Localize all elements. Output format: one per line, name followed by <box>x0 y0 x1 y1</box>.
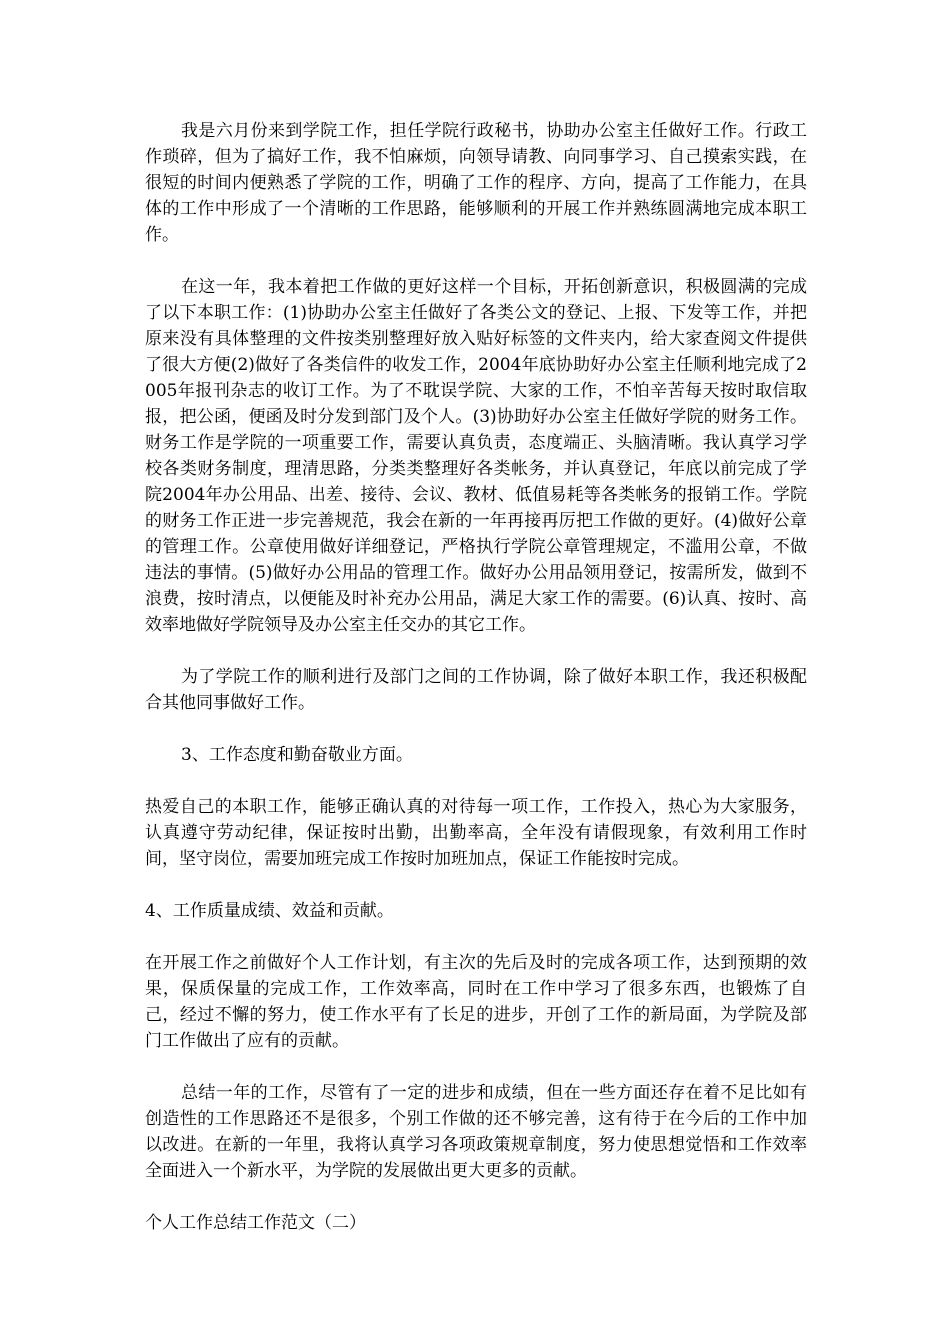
paragraph-duties: 在这一年，我本着把工作做的更好这样一个目标，开拓创新意识，积极圆满的完成了以下本职工作：(1)协助办公室主任做好了各类公文的登记、上报、下发等工作，并把原来没有具体整理的文件按类别整理好放入贴好标签的文件夹内，给大家查阅文件提供了很大方便(2)做好了各类信件的收发工作，2004年底协助好办公室主任顺利地完成了2005年报刊杂志的收订工作。为了不耽误学院、大家的工作，不怕辛苦每天按时取信取报，把公函，便函及时分发到部门及个人。(3)协助好办公室主任做好学院的财务工作。财务工作是学院的一项重要工作，需要认真负责，态度端正、头脑清晰。我认真学习学校各类财务制度，理清思路，分类类整理好各类帐务，并认真登记，年底以前完成了学院2004年办公用品、出差、接待、会议、教材、低值易耗等各类帐务的报销工作。学院的财务工作正进一步完善规范，我会在新的一年再接再厉把工作做的更好。(4)做好公章的管理工作。公章使用做好详细登记，严格执行学院公章管理规定，不滥用公章，不做违法的事情。(5)做好办公用品的管理工作。做好办公用品领用登记，按需所发，做到不浪费，按时清点，以便能及时补充办公用品，满足大家工作的需要。(6)认真、按时、高效率地做好学院领导及办公室主任交办的其它工作。 <box>145 277 807 635</box>
paragraph-intro: 我是六月份来到学院工作，担任学院行政秘书，协助办公室主任做好工作。行政工作琐碎，但为了搞好工作，我不怕麻烦，向领导请教、向同事学习、自己摸索实践，在很短的时间内便熟悉了学院的工作，明确了工作的程序、方向，提高了工作能力，在具体的工作中形成了一个清晰的工作思路，能够顺利的开展工作并熟练圆满地完成本职工作。 <box>145 121 807 245</box>
section-heading-attitude: 3、工作态度和勤奋敬业方面。 <box>181 745 413 765</box>
document-body <box>145 118 807 1262</box>
paragraph-attitude: 热爱自己的本职工作，能够正确认真的对待每一项工作，工作投入，热心为大家服务，认真遵守劳动纪律，保证按时出勤，出勤率高，全年没有请假现象，有效利用工作时间，坚守岗位，需要加班完成工作按时加班加点，保证工作能按时完成。 <box>145 797 807 869</box>
paragraph-cooperation: 为了学院工作的顺利进行及部门之间的工作协调，除了做好本职工作，我还积极配合其他同事做好工作。 <box>145 667 807 713</box>
paragraph-summary: 总结一年的工作，尽管有了一定的进步和成绩，但在一些方面还存在着不足比如有创造性的工作思路还不是很多，个别工作做的还不够完善，这有待于在今后的工作中加以改进。在新的一年里，我将认真学习各项政策规章制度，努力使思想觉悟和工作效率全面进入一个新水平，为学院的发展做出更大更多的贡献。 <box>145 1083 807 1181</box>
section-heading-quality: 4、工作质量成绩、效益和贡献。 <box>145 901 394 921</box>
section-title-example-two: 个人工作总结工作范文（二） <box>145 1213 366 1233</box>
paragraph-quality: 在开展工作之前做好个人工作计划，有主次的先后及时的完成各项工作，达到预期的效果，保质保量的完成工作，工作效率高，同时在工作中学习了很多东西，也锻炼了自己，经过不懈的努力，使工作水平有了长足的进步，开创了工作的新局面，为学院及部门工作做出了应有的贡献。 <box>145 953 807 1051</box>
